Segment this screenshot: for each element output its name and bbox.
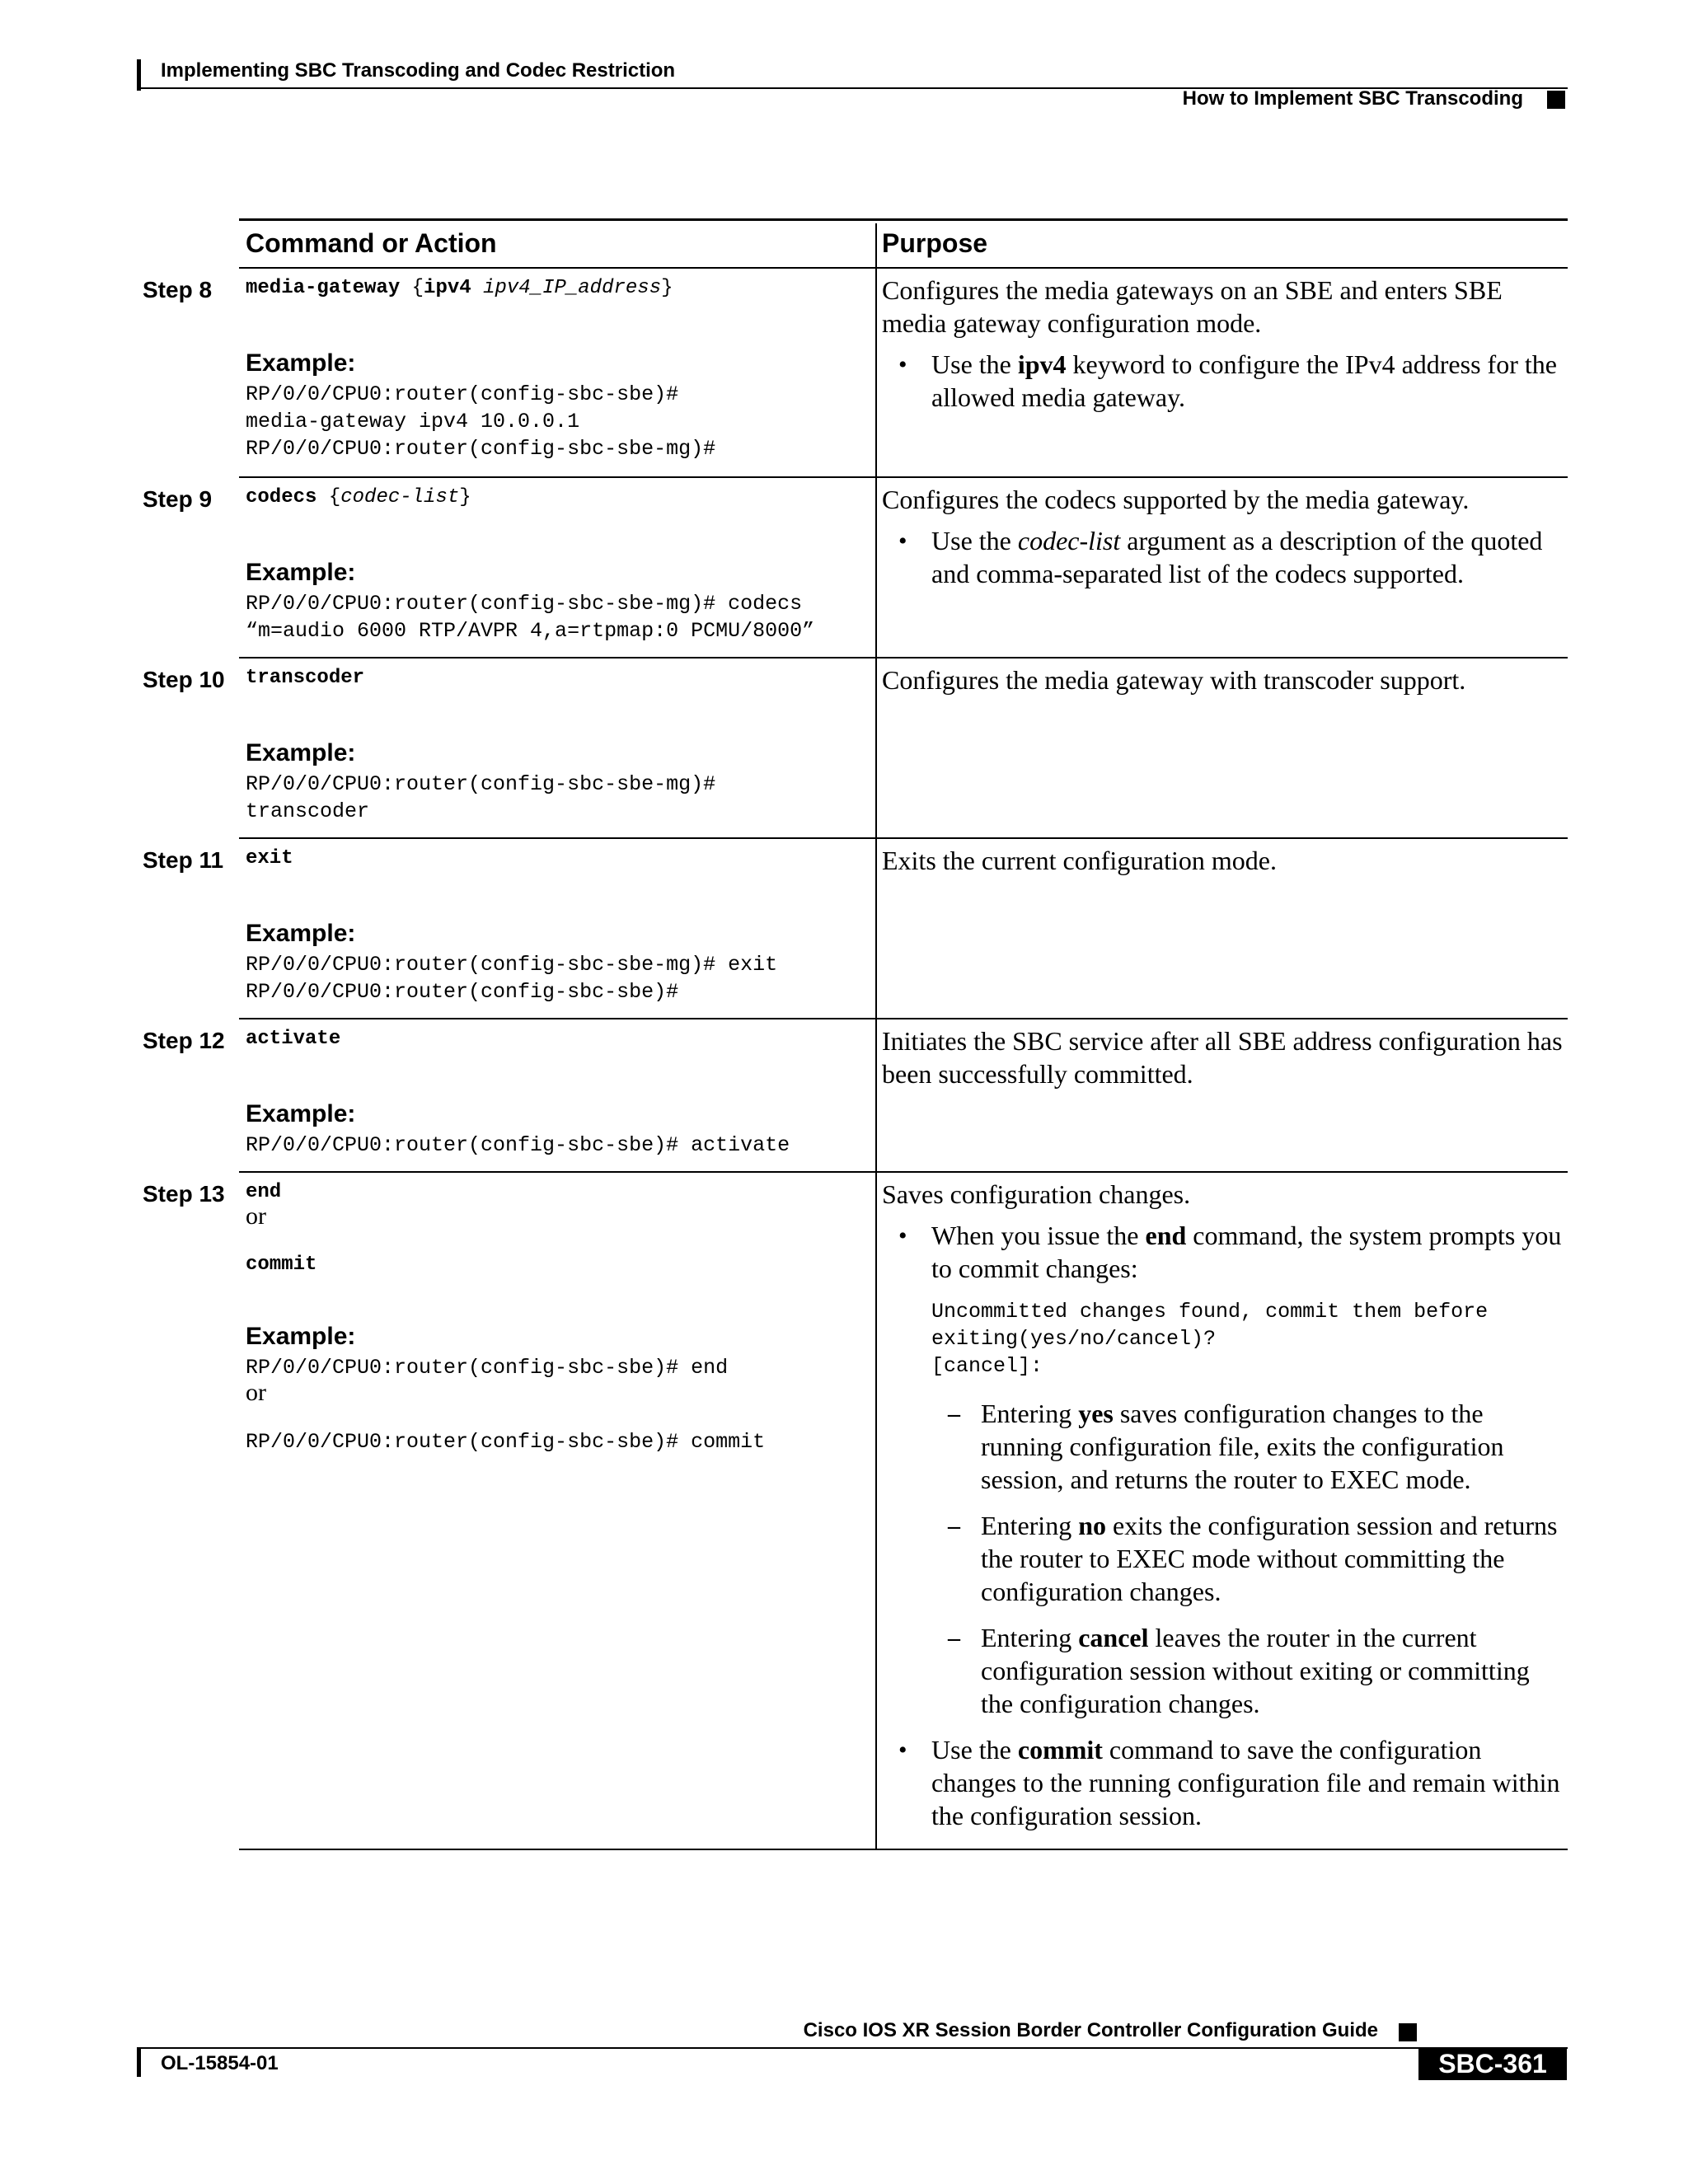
- syntax-brace: {: [316, 486, 341, 509]
- subbullet-text: saves configuration changes to the running configuration file, exits the configuration session, and returns the router to EXEC mode.: [981, 1399, 1504, 1494]
- purpose-text: Configures the codecs supported by the media gateway.: [882, 485, 1470, 514]
- column-divider: [875, 269, 877, 476]
- command-keyword: media-gateway: [246, 277, 401, 299]
- bullet-marker: •: [898, 1222, 907, 1249]
- subbullet-text: leaves the router in the current configuration session without exiting or committing the configuration changes.: [981, 1623, 1530, 1718]
- command-keyword: ipv4: [424, 277, 471, 299]
- step-label: Step 10: [143, 667, 225, 692]
- column-divider: [875, 478, 877, 657]
- step-label: Step 13: [143, 1181, 225, 1207]
- purpose-subbullet: [981, 1397, 1566, 1496]
- subbullet-text: Entering: [981, 1399, 1079, 1428]
- table-row-step-10: [143, 658, 1568, 839]
- bullet-text: When you issue the: [931, 1221, 1146, 1250]
- example-label: Example:: [246, 920, 356, 947]
- bullet-argument: codec-list: [1017, 526, 1121, 555]
- table-row-step-12: [143, 1019, 1568, 1173]
- bullet-marker: •: [898, 527, 907, 555]
- example-label: Example:: [246, 739, 356, 766]
- syntax-brace: }: [661, 277, 673, 299]
- step-label: Step 11: [143, 847, 224, 873]
- command-argument: ipv4_IP_address: [483, 277, 662, 299]
- bullet-text: command to save the configuration changes to the running configuration file and remain within the configuration session.: [931, 1735, 1560, 1830]
- bullet-keyword: ipv4: [1017, 349, 1067, 379]
- guide-title: Cisco IOS XR Session Border Controller Configuration Guide: [803, 2019, 1378, 2041]
- example-code: RP/0/0/CPU0:router(config-sbc-sbe)# end: [246, 1356, 729, 1380]
- dash-marker: –: [948, 1400, 960, 1427]
- command-keyword: commit: [246, 1254, 317, 1276]
- page-number: SBC-361: [1418, 2047, 1567, 2080]
- bullet-marker: •: [898, 351, 907, 378]
- example-code: RP/0/0/CPU0:router(config-sbc-sbe)# activate: [246, 1133, 790, 1157]
- column-divider: [875, 1173, 877, 1849]
- command-keyword: end: [246, 1181, 282, 1203]
- header-bar: [137, 59, 141, 91]
- bullet-text: Use the: [931, 1735, 1018, 1765]
- footer-bar: [137, 2047, 141, 2077]
- command-keyword: codecs: [246, 486, 317, 509]
- column-header-purpose: Purpose: [882, 228, 988, 258]
- example-code: RP/0/0/CPU0:router(config-sbc-sbe)# commit: [246, 1430, 766, 1454]
- subbullet-text: exits the configuration session and returns the router to EXEC mode without committing the configuration changes.: [981, 1511, 1558, 1606]
- purpose-text: Saves configuration changes.: [882, 1179, 1191, 1209]
- purpose-bullet: [931, 1733, 1566, 1832]
- document-number: OL-15854-01: [161, 2052, 279, 2074]
- footer-rule: [141, 2047, 1568, 2049]
- steps-table: [143, 218, 1568, 1850]
- chapter-title: Implementing SBC Transcoding and Codec Restriction: [161, 59, 676, 82]
- command-keyword: activate: [246, 1028, 341, 1050]
- column-divider: [875, 223, 877, 267]
- bullet-text: keyword to configure the IPv4 address for the allowed media gateway.: [931, 349, 1557, 412]
- table-header-row: [239, 218, 1568, 269]
- purpose-subbullet: [981, 1621, 1566, 1720]
- table-row-step-11: [143, 839, 1568, 1019]
- example-code: RP/0/0/CPU0:router(config-sbc-sbe-mg)# exit RP/0/0/CPU0:router(config-sbc-sbe)#: [246, 953, 778, 1004]
- or-separator: or: [246, 1379, 266, 1406]
- column-divider: [875, 839, 877, 1018]
- table-row-step-8: [143, 269, 1568, 478]
- command-syntax: [246, 486, 471, 509]
- bullet-text: command, the system prompts you to commit changes:: [931, 1221, 1562, 1283]
- step-label: Step 8: [143, 277, 213, 302]
- example-label: Example:: [246, 1100, 356, 1127]
- subbullet-keyword: no: [1078, 1511, 1106, 1540]
- table-row-step-13: [143, 1173, 1568, 1850]
- command-argument: codec-list: [340, 486, 460, 509]
- header-square-marker: [1547, 91, 1565, 109]
- purpose-text: Exits the current configuration mode.: [882, 846, 1277, 875]
- command-keyword: exit: [246, 847, 293, 869]
- column-header-command: Command or Action: [246, 228, 497, 258]
- purpose-bullet: [931, 348, 1566, 414]
- bullet-keyword: end: [1145, 1221, 1187, 1250]
- example-code: RP/0/0/CPU0:router(config-sbc-sbe-mg)# transcoder: [246, 772, 716, 823]
- example-code: RP/0/0/CPU0:router(config-sbc-sbe-mg)# codecs “m=audio 6000 RTP/AVPR 4,a=rtpmap:0 PCMU/8000”: [246, 592, 815, 643]
- dash-marker: –: [948, 1512, 960, 1540]
- column-divider: [875, 1019, 877, 1171]
- or-separator: or: [246, 1202, 266, 1230]
- subbullet-text: Entering: [981, 1623, 1079, 1652]
- purpose-text: Configures the media gateway with transcoder support.: [882, 665, 1466, 695]
- syntax-brace: }: [459, 486, 471, 509]
- purpose-text: Configures the media gateways on an SBE and enters SBE media gateway configuration mode.: [882, 275, 1503, 338]
- command-syntax: [246, 277, 673, 299]
- bullet-text: argument as a description of the quoted and comma-separated list of the codecs supported.: [931, 526, 1543, 588]
- step-label: Step 12: [143, 1028, 225, 1053]
- dash-marker: –: [948, 1624, 960, 1652]
- table-row-step-9: [143, 478, 1568, 658]
- example-code: RP/0/0/CPU0:router(config-sbc-sbe)# media-gateway ipv4 10.0.0.1 RP/0/0/CPU0:router(config-sbc-sbe-mg)#: [246, 382, 716, 461]
- subbullet-keyword: cancel: [1078, 1623, 1149, 1652]
- syntax-brace: {: [400, 277, 424, 299]
- purpose-text: Initiates the SBC service after all SBE address configuration has been successfully committed.: [882, 1026, 1563, 1089]
- purpose-bullet: [931, 1219, 1566, 1285]
- subbullet-text: Entering: [981, 1511, 1079, 1540]
- subbullet-keyword: yes: [1078, 1399, 1114, 1428]
- prompt-code: Uncommitted changes found, commit them before exiting(yes/no/cancel)? [cancel]:: [931, 1300, 1489, 1378]
- bullet-keyword: commit: [1017, 1735, 1103, 1765]
- example-label: Example:: [246, 349, 356, 377]
- syntax-space: [471, 277, 483, 299]
- column-divider: [875, 658, 877, 837]
- purpose-bullet: [931, 524, 1566, 590]
- example-label: Example:: [246, 559, 356, 586]
- purpose-subbullet: [981, 1509, 1566, 1608]
- section-title: How to Implement SBC Transcoding: [1182, 87, 1523, 110]
- bullet-text: Use the: [931, 526, 1018, 555]
- example-label: Example:: [246, 1323, 356, 1350]
- bullet-text: Use the: [931, 349, 1018, 379]
- footer-square-marker: [1399, 2023, 1417, 2041]
- step-label: Step 9: [143, 486, 213, 512]
- bullet-marker: •: [898, 1736, 907, 1764]
- command-keyword: transcoder: [246, 667, 365, 689]
